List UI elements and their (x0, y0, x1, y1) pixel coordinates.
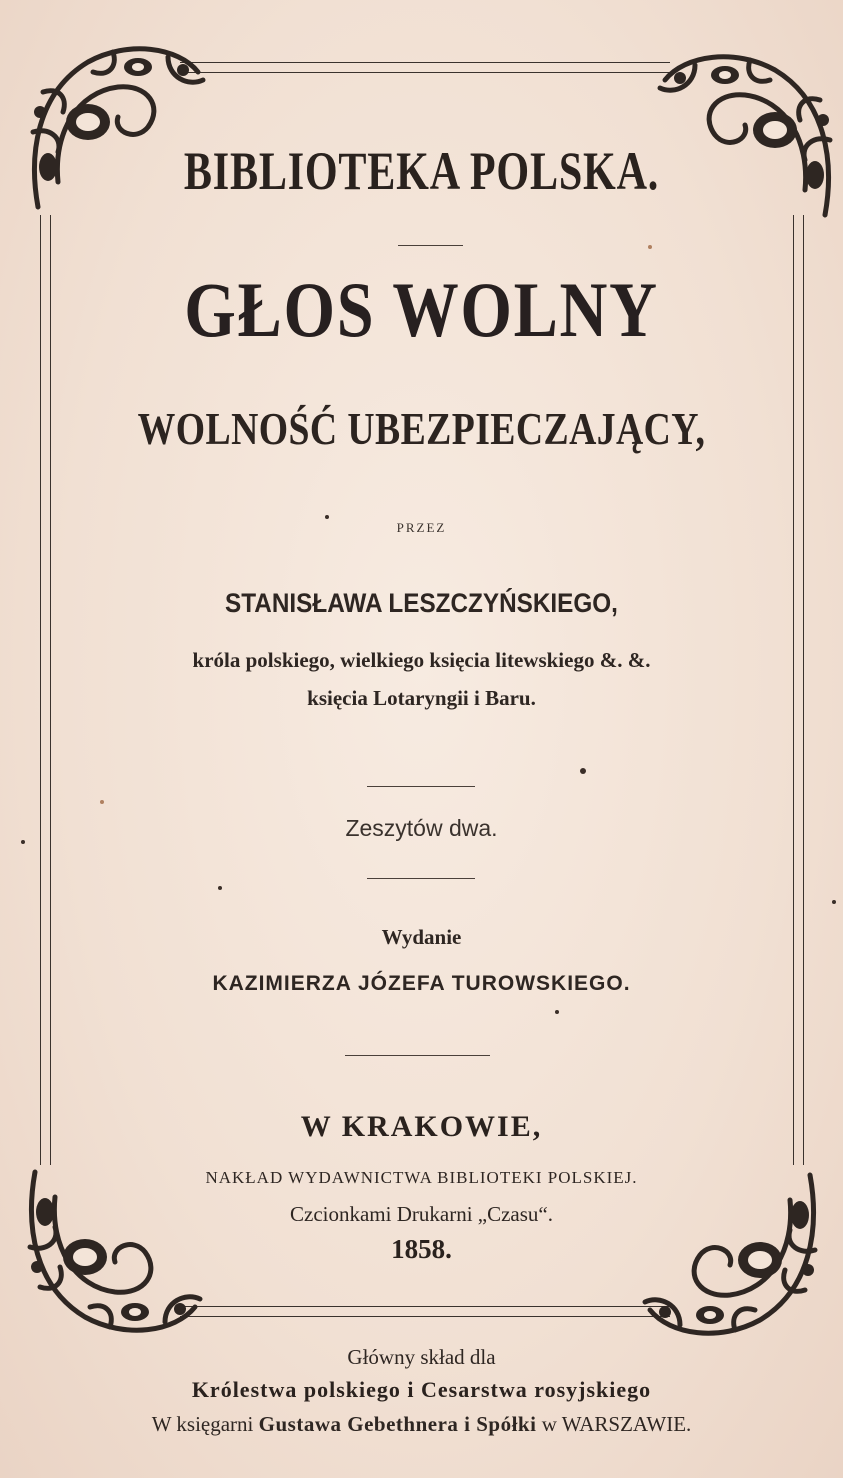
edition-label: Wydanie (381, 925, 462, 949)
frame-top-rule (180, 62, 670, 63)
main-title: GŁOS WOLNY (184, 266, 659, 353)
bookseller-name: Gustawa Gebethnera i Spółki (258, 1412, 537, 1436)
divider-rule (345, 1055, 490, 1056)
paper-speck (555, 1010, 559, 1014)
paper-speck (580, 768, 586, 774)
by-label: PRZEZ (396, 520, 447, 535)
author-titles-line-1: króla polskiego, wielkiego księcia litewskiego &. &. (192, 648, 651, 672)
imprint-year: 1858. (391, 1234, 452, 1264)
frame-bottom-rule-inner (180, 1316, 670, 1317)
subtitle: WOLNOŚĆ UBEZPIECZAJĄCY, (137, 403, 706, 454)
imprint-publisher: NAKŁAD WYDAWNICTWA BIBLIOTEKI POLSKIEJ. (205, 1168, 638, 1187)
author-name: STANISŁAWA LESZCZYŃSKIEGO, (225, 588, 618, 618)
imprint-printer: Czcionkami Drukarni „Czasu“. (290, 1202, 553, 1226)
divider-rule (367, 786, 475, 787)
paper-speck (21, 840, 25, 844)
frame-top-rule-inner (180, 72, 670, 73)
editor-name: KAZIMIERZA JÓZEFA TUROWSKIEGO. (212, 972, 631, 995)
paper-speck (325, 515, 329, 519)
footer-line-3-prefix: W księgarni (151, 1412, 254, 1436)
imprint-city: W KRAKOWIE, (300, 1110, 543, 1143)
footer-line-3 (0, 1412, 843, 1437)
footer-line-3-suffix: w WARSZAWIE. (541, 1412, 692, 1436)
paper-speck (218, 886, 222, 890)
series-title: BIBLIOTEKA POLSKA. (183, 141, 660, 201)
paper-speck (648, 245, 652, 249)
frame-bottom-rule (180, 1306, 670, 1307)
author-titles-line-2: księcia Lotaryngii i Baru. (307, 686, 536, 710)
footer-line-2: Królestwa polskiego i Cesarstwa rosyjskiego (191, 1377, 652, 1402)
paper-speck (100, 800, 104, 804)
volumes-note: Zeszytów dwa. (345, 815, 498, 841)
paper-speck (832, 900, 836, 904)
divider-rule (367, 878, 475, 879)
divider-rule (398, 245, 463, 246)
footer-line-1: Główny skład dla (347, 1345, 496, 1369)
